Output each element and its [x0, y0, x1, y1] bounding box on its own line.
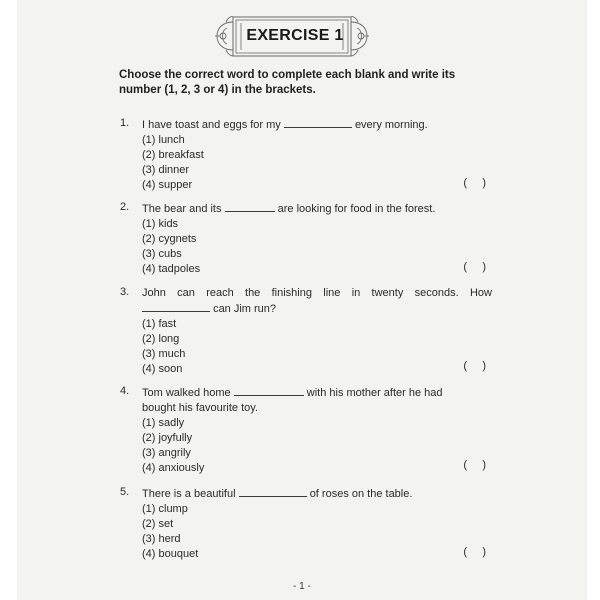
option-item: (2) joyfully	[142, 432, 193, 444]
option-item: (2) set	[142, 518, 174, 530]
option-item: (2) cygnets	[142, 233, 197, 245]
options-list	[142, 317, 492, 377]
question-text: The bear and its	[142, 203, 222, 215]
answer-bracket[interactable]: ( )	[463, 459, 486, 471]
question-text: bought his favourite toy.	[142, 402, 258, 414]
answer-blank	[225, 201, 275, 212]
answer-bracket[interactable]: ( )	[463, 261, 486, 273]
options-list	[142, 502, 492, 562]
option-item: (3) angrily	[142, 447, 191, 459]
option-item: (1) lunch	[142, 134, 185, 146]
option-item: (1) clump	[142, 503, 188, 515]
option-item: (4) bouquet	[142, 548, 199, 560]
answer-bracket[interactable]: ( )	[463, 546, 486, 558]
instructions-text: Choose the correct word to complete each blank and write its number (1, 2, 3 or 4) in the brackets.	[119, 69, 456, 96]
question-text: with his mother after he had	[306, 387, 443, 399]
option-item: (4) soon	[142, 363, 183, 375]
question-text: John can reach the finishing line in twenty seconds. How	[142, 287, 492, 299]
answer-blank	[284, 117, 352, 128]
answer-bracket[interactable]: ( )	[463, 177, 486, 189]
option-item: (3) much	[142, 348, 186, 360]
option-item: (3) herd	[142, 533, 181, 545]
question-text: Tom walked home	[142, 387, 231, 399]
page-number: - 1 -	[293, 581, 311, 592]
option-item: (4) anxiously	[142, 462, 205, 474]
option-item: (1) kids	[142, 218, 179, 230]
question-number: 2.	[120, 201, 130, 213]
options-list	[142, 133, 492, 193]
answer-bracket[interactable]: ( )	[463, 360, 486, 372]
options-list	[142, 217, 492, 277]
option-item: (1) fast	[142, 318, 177, 330]
option-item: (4) supper	[142, 179, 193, 191]
option-item: (3) dinner	[142, 164, 190, 176]
question-number: 4.	[120, 385, 130, 397]
question-text: are looking for food in the forest.	[277, 203, 436, 215]
question-number: 1.	[120, 117, 130, 129]
option-item: (3) cubs	[142, 248, 182, 260]
left-ornament-icon	[215, 17, 233, 56]
worksheet-page	[17, 0, 587, 600]
option-item: (1) sadly	[142, 417, 185, 429]
option-item: (4) tadpoles	[142, 263, 201, 275]
option-item: (2) breakfast	[142, 149, 204, 161]
question-text: can Jim run?	[213, 303, 277, 315]
question-number: 5.	[120, 486, 130, 498]
answer-blank	[239, 486, 307, 497]
option-item: (2) long	[142, 333, 180, 345]
question-text: of roses on the table.	[309, 488, 413, 500]
question-number: 3.	[120, 286, 130, 298]
question-text: I have toast and eggs for my	[142, 119, 281, 131]
answer-blank	[142, 301, 210, 312]
question-text: There is a beautiful	[142, 488, 236, 500]
exercise-title: EXERCISE 1	[246, 27, 344, 44]
question-text: every morning.	[354, 119, 428, 131]
options-list	[142, 416, 492, 476]
answer-blank	[234, 385, 304, 396]
